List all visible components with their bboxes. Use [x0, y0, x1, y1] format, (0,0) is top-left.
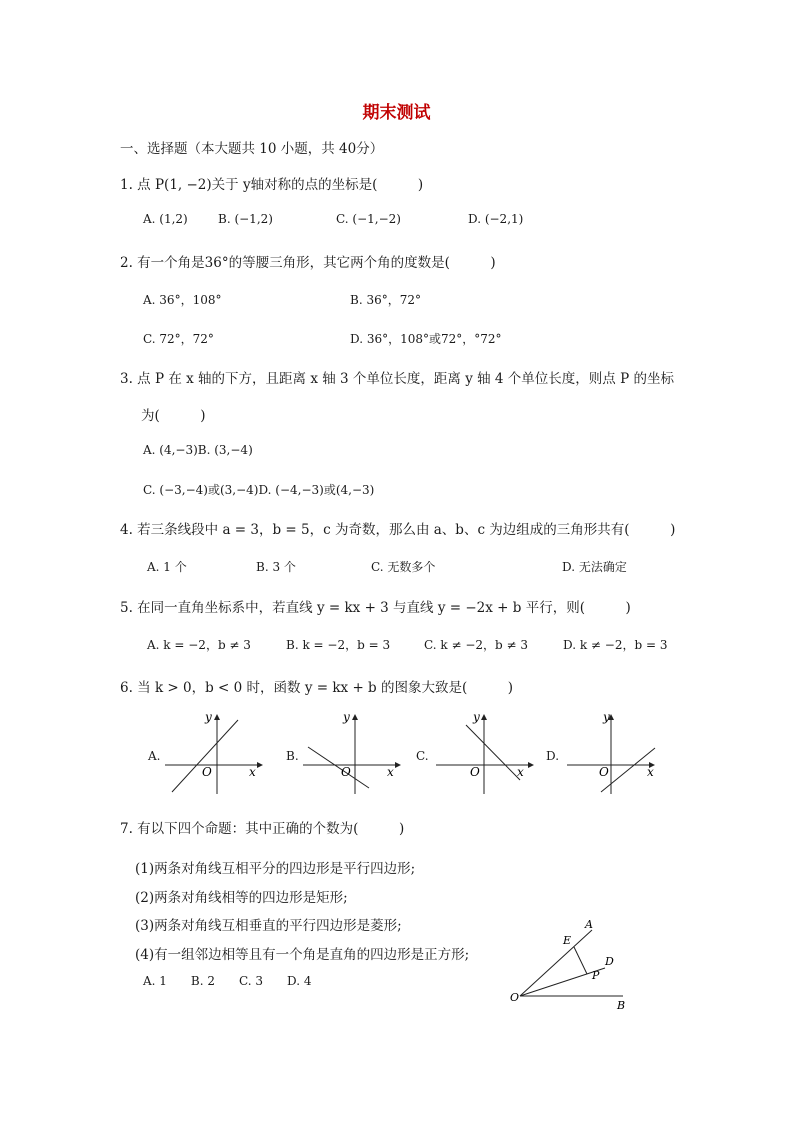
graph-a-label: A.	[148, 749, 161, 763]
q7-statement-2: (2)两条对角线相等的四边形是矩形;	[135, 890, 348, 906]
section-heading: 一、选择题（本大题共 10 小题，共 40分）	[120, 141, 384, 157]
q2-option-d: D. 36°，108°或72°，°72°	[350, 332, 502, 346]
q1-option-b: B. (−1,2)	[218, 212, 273, 226]
graph-b-x-arrow	[395, 762, 401, 768]
graph-c-y-arrow	[481, 714, 487, 720]
graph-b-line	[308, 747, 369, 788]
graph-c-label: C.	[416, 749, 429, 763]
graph-a-y-label: y	[205, 712, 212, 724]
q1-option-a: A. (1,2)	[143, 212, 188, 226]
q4-option-b: B. 3 个	[256, 560, 296, 574]
graph-a-x-label: x	[249, 765, 256, 779]
question-2-stem: 2. 有一个角是36°的等腰三角形，其它两个角的度数是( )	[120, 255, 496, 271]
label-b: B	[617, 999, 626, 1012]
page-title: 期末测试	[362, 103, 431, 123]
label-e: E	[563, 934, 572, 947]
q7-statement-1: (1)两条对角线互相平分的四边形是平行四边形;	[135, 861, 416, 877]
graph-d-origin: O	[599, 765, 609, 779]
graph-b-y-label: y	[343, 712, 350, 724]
q5-option-d: D. k ≠ −2，b = 3	[563, 638, 668, 652]
question-1-stem: 1. 点 P(1, −2)关于 y轴对称的点的坐标是( )	[120, 177, 424, 193]
q4-option-a: A. 1 个	[147, 560, 187, 574]
q7-statement-4: (4)有一组邻边相等且有一个角是直角的四边形是正方形;	[135, 947, 470, 963]
graph-b-x-label: x	[387, 765, 394, 779]
question-6-stem: 6. 当 k > 0，b < 0 时，函数 y = kx + b 的图象大致是( )	[120, 680, 514, 696]
q5-option-b: B. k = −2，b = 3	[286, 638, 391, 652]
q1-option-d: D. (−2,1)	[468, 212, 524, 226]
question-3-stem-cont: 为( )	[141, 408, 206, 424]
q5-option-a: A. k = −2，b ≠ 3	[147, 638, 251, 652]
graph-b-y-arrow	[352, 714, 358, 720]
label-p: P	[592, 969, 600, 982]
graph-a-origin: O	[202, 765, 212, 779]
q2-option-a: A. 36°，108°	[143, 293, 222, 307]
q1-option-c: C. (−1,−2)	[336, 212, 401, 226]
graph-d-x-label: x	[647, 765, 654, 779]
graph-d	[567, 712, 667, 798]
q7-statement-3: (3)两条对角线互相垂直的平行四边形是菱形;	[135, 918, 402, 934]
graph-c-x-arrow	[528, 762, 534, 768]
graph-b-label: B.	[286, 749, 299, 763]
q3-options-line-2: C. (−3,−4)或(3,−4)D. (−4,−3)或(4,−3)	[143, 483, 375, 497]
q4-option-d: D. 无法确定	[562, 560, 627, 574]
label-a: A	[585, 918, 593, 931]
q2-option-c: C. 72°，72°	[143, 332, 214, 346]
question-4-stem: 4. 若三条线段中 a = 3，b = 5，c 为奇数，那么由 a、b、c 为边组成的三角形共有( )	[120, 522, 676, 538]
q7-options: A. 1 B. 2 C. 3 D. 4	[143, 974, 312, 988]
graph-a-line	[172, 720, 238, 792]
graph-c-origin: O	[470, 765, 480, 779]
graph-c-x-label: x	[517, 765, 524, 779]
graph-a	[165, 712, 265, 798]
graph-b	[303, 712, 403, 798]
q4-option-c: C. 无数多个	[371, 560, 436, 574]
question-3-stem: 3. 点 P 在 x 轴的下方，且距离 x 轴 3 个单位长度，距离 y 轴 4 个单位长度，则点 P 的坐标	[120, 371, 674, 387]
angle-figure	[505, 915, 645, 1015]
graph-a-y-arrow	[214, 714, 220, 720]
graph-d-y-label: y	[603, 712, 610, 724]
q2-option-b: B. 36°，72°	[350, 293, 421, 307]
graph-a-x-arrow	[257, 762, 263, 768]
label-d: D	[605, 955, 614, 968]
q5-option-c: C. k ≠ −2，b ≠ 3	[424, 638, 529, 652]
graph-c	[436, 712, 536, 798]
q3-options-line-1: A. (4,−3)B. (3,−4)	[143, 443, 253, 457]
label-o: O	[510, 991, 520, 1004]
graph-d-label: D.	[546, 749, 560, 763]
graph-b-origin: O	[341, 765, 351, 779]
graph-c-y-label: y	[473, 712, 480, 724]
question-7-stem: 7. 有以下四个命题：其中正确的个数为( )	[120, 821, 405, 837]
segment-pe	[574, 947, 587, 974]
question-5-stem: 5. 在同一直角坐标系中，若直线 y = kx + 3 与直线 y = −2x + b 平行，则( )	[120, 600, 631, 616]
